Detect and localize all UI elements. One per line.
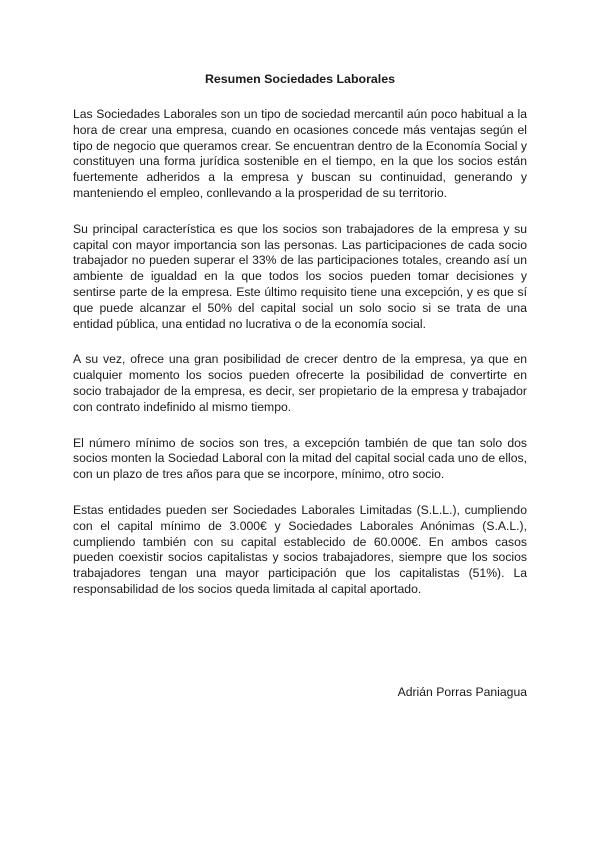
paragraph-minimum-partners: El número mínimo de socios son tres, a excepción también de que tan solo dos socios monten la Sociedad Laboral con la mitad del capital social cada uno de ellos, con un plazo de tres años para que se incorpore, mínimo, otro socio.	[73, 435, 527, 482]
paragraph-growth: A su vez, ofrece una gran posibilidad de crecer dentro de la empresa, ya que en cualquier momento los socios pueden ofrecerte la posibilidad de convertirte en socio trabajador de la empresa, es decir, ser propietario de la empresa y trabajador con contrato indefinido al mismo tiempo.	[73, 352, 527, 414]
paragraph-main-characteristic: Su principal característica es que los socios son trabajadores de la empresa y su capital con mayor importancia son las personas. Las participaciones de cada socio trabajador no pueden superar el 33% de las participaciones totales, creando así un ambiente de igualdad en la que todos los socios pueden tomar decisiones y sentirse parte de la empresa. Este último requisito tiene una excepción, y es que sí que puede alcanzar el 50% del capital social un solo socio si se trata de una entidad pública, una entidad no lucrativa o de la economía social.	[73, 221, 527, 331]
document-body	[73, 107, 527, 618]
paragraph-entity-types: Estas entidades pueden ser Sociedades Laborales Limitadas (S.L.L.), cumpliendo con el capital mínimo de 3.000€ y Sociedades Laborales Anónimas (S.A.L.), cumpliendo también con su capital establecido de 60.000€. En ambos casos pueden coexistir socios capitalistas y socios trabajadores, siempre que los socios trabajadores tengan una mayor participación que los capitalistas (51%). La responsabilidad de los socios queda limitada al capital aportado.	[73, 502, 527, 596]
document-title: Resumen Sociedades Laborales	[204, 72, 396, 86]
author-signature: Adrián Porras Paniagua	[397, 685, 527, 699]
paragraph-intro: Las Sociedades Laborales son un tipo de sociedad mercantil aún poco habitual a la hora de crear una empresa, cuando en ocasiones concede más ventajas según el tipo de negocio que queramos crear. Se encuentran dentro de la Economía Social y constituyen una forma jurídica sostenible en el tiempo, en la que los socios están fuertemente adheridos a la empresa y buscan su continuidad, generando y manteniendo el empleo, conllevando a la prosperidad de su territorio.	[73, 107, 527, 200]
